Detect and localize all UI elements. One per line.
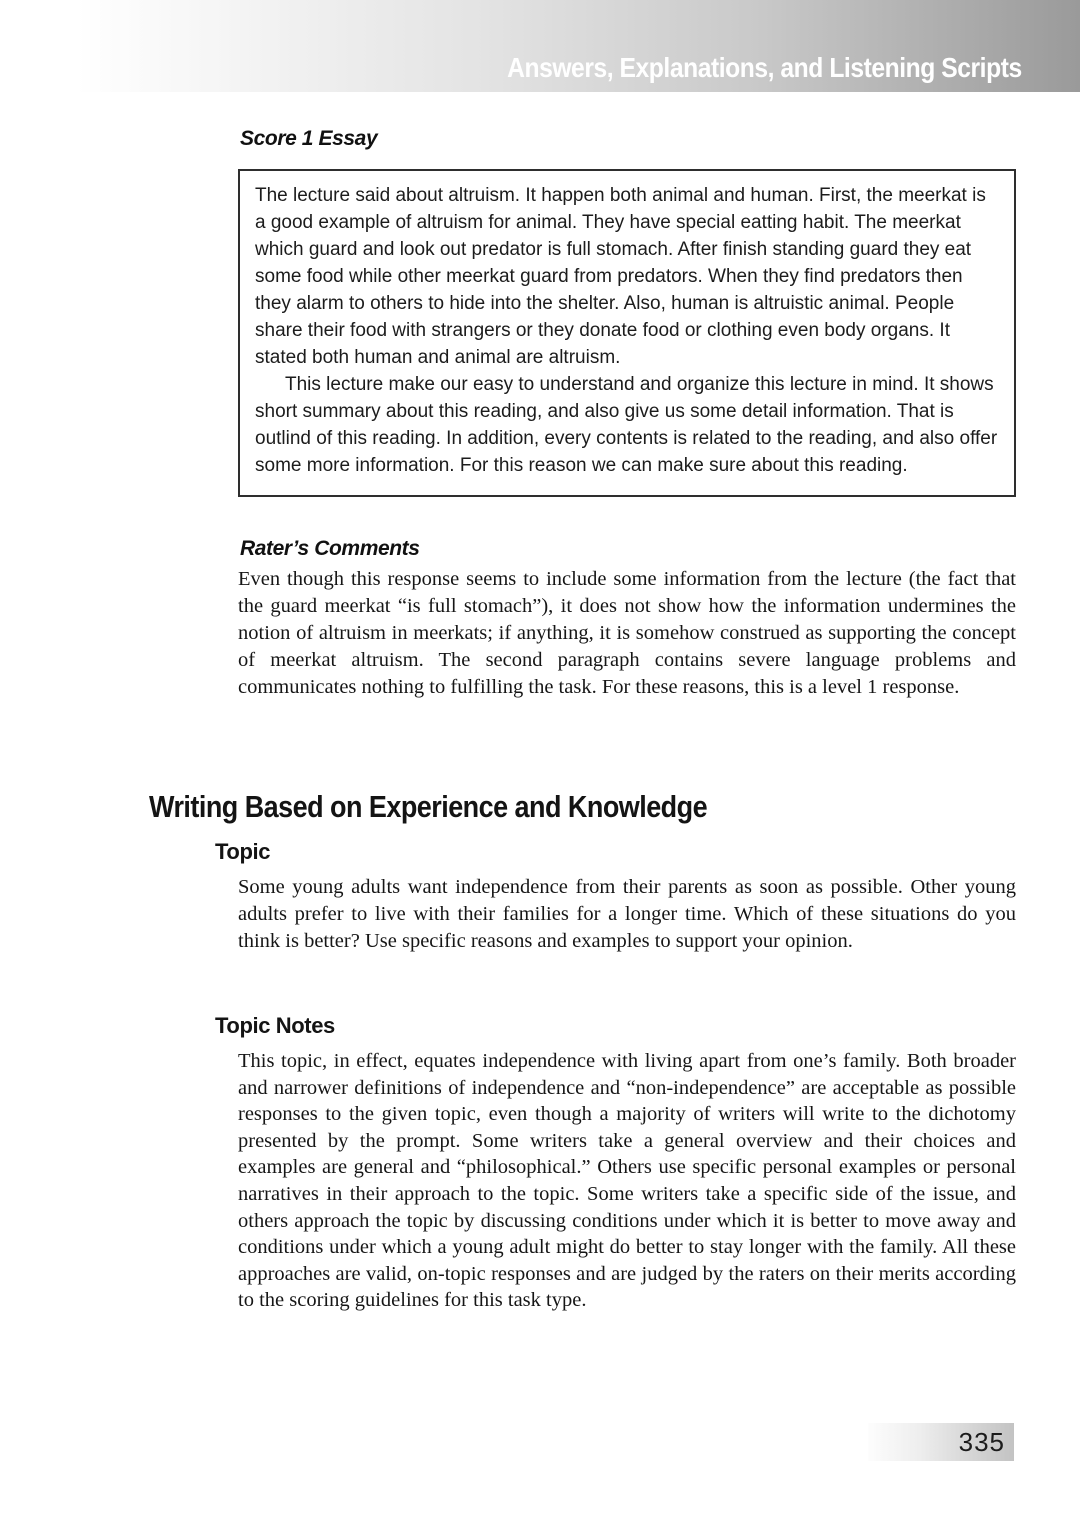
page-number: 335 xyxy=(958,1426,1005,1457)
writing-section-heading: Writing Based on Experience and Knowledge xyxy=(149,789,708,824)
essay-box xyxy=(238,169,1016,497)
topic-heading: Topic xyxy=(215,839,271,864)
running-header-bar xyxy=(0,0,1080,92)
raters-comments-body: Even though this response seems to include some information from the lecture (the fact that the guard meerkat “is full stomach”), it does not show how the information undermines the notion of altruism in meerkats; if anything, it is somehow construed as supporting the concept of meerkat altruism. The second paragraph contains severe language problems and communicates nothing to fulfilling the task. For these reasons, this is a level 1 response. xyxy=(238,568,1016,698)
page-number-bar xyxy=(868,1423,1014,1461)
topic-body: Some young adults want independence from their parents as soon as possible. Other young adults prefer to live with their families for a longer time. Which of these situations do you think is better? Use specific reasons and examples to support your opinion. xyxy=(238,876,1016,952)
score-essay-heading: Score 1 Essay xyxy=(240,127,378,150)
raters-comments-heading: Rater’s Comments xyxy=(240,537,420,560)
essay-paragraph-2: This lecture make our easy to understand and organize this lecture in mind. It shows short summary about this reading, and also give us some detail information. That is outlind of this reading. In addition, every contents is related to the reading, and also offer some more information. For this reason we can make sure about this reading. xyxy=(255,374,998,476)
essay-paragraph-1: The lecture said about altruism. It happen both animal and human. First, the meerkat is a good example of altruism for animal. They have special eatting habit. The meerkat which guard and look out predator is full stomach. After finish standing guard they eat some food while other meerkat guard from predators. When they find predators then they alarm to others to hide into the shelter. Also, human is altruistic animal. People share their food with strangers or they donate food or clothing even body organs. It stated both human and animal are altruism. xyxy=(255,185,986,368)
running-header-title: Answers, Explanations, and Listening Scripts xyxy=(507,52,1022,83)
topic-notes-heading: Topic Notes xyxy=(215,1013,335,1038)
topic-notes-body: This topic, in effect, equates independence with living apart from one’s family. Both broader and narrower definitions of independence and “non-independence” are acceptable as possible responses to the given topic, even though a majority of writers will write to the dichotomy presented by the prompt. Some writers take a general overview and their choices and examples are general and “philosophical.” Others use specific personal examples or personal narratives in their approach to the topic. Some writers take a specific side of the issue, and others approach the topic by discussing conditions under which it is better to move away and conditions under which a young adult might do better to stay longer with the family. All these approaches are valid, on-topic responses and are judged by the raters on their merits according to the scoring guidelines for this task type. xyxy=(238,1050,1016,1312)
